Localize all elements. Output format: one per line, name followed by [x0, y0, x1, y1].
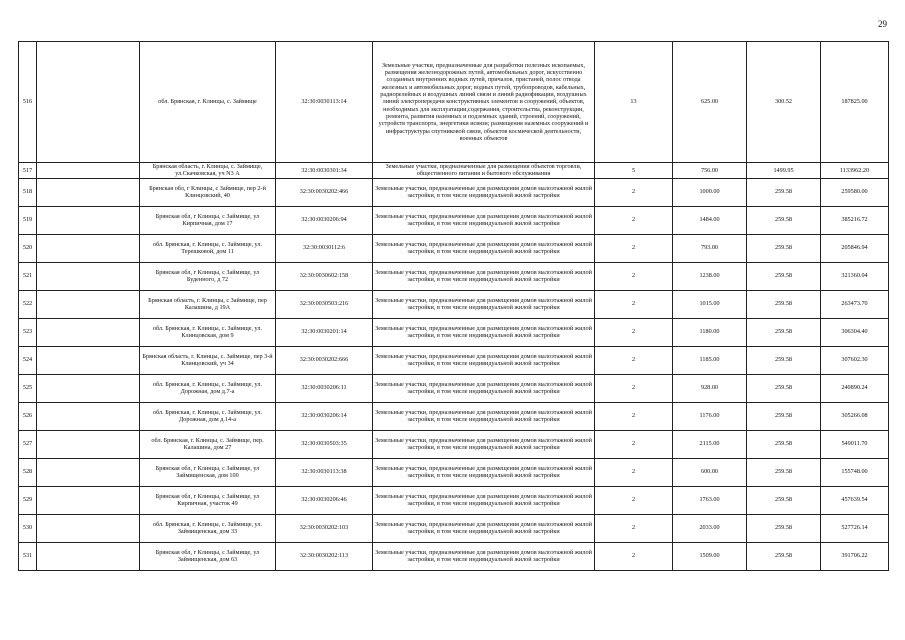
purpose-code-cell: 2 [595, 290, 673, 318]
row-number-cell: 528 [19, 458, 37, 486]
address-cell: Брянская обл, г Клинцы, с Займище, ул Буденного, д 72 [140, 262, 276, 290]
cadastral-value-cell: 205846.94 [821, 234, 889, 262]
cadastral-value-cell: 549011.70 [821, 430, 889, 458]
specific-value-cell: 259.58 [747, 402, 821, 430]
address-cell: обл. Брянская, г. Клинцы, с. Займище, пер. Калашина, дом 27 [140, 430, 276, 458]
land-use-purpose-cell: Земельные участки, предназначенные для разработки полезных ископаемых, размещения железнодорожных путей, автомобильных дорог, искусственно созданных внутренних водных путей, причалов, пристаней, полос отвода железных и автомобильных дорог, водных путей, трубопроводов, кабельных, радиорелейных и воздушных линий связи и линий радиофикации, воздушных линий электропередачи конструктивных элементов и сооружений, объектов, необходимых для эксплуатации,содержания, строительства, реконструкции, ремонта, развития наземных и подземных зданий, строений, сооружений, устройств транспорта, энергетики исвязи; размещения наземных сооружений и инфраструктуры спутниковой связи, объектов космической деятельности, военных объектов [373, 42, 595, 163]
specific-value-cell: 259.58 [747, 206, 821, 234]
empty-cell [37, 206, 140, 234]
table-row [19, 262, 889, 290]
table-row [19, 206, 889, 234]
cadastral-number-cell: 32:30:0030206:11 [276, 374, 373, 402]
cadastral-value-cell: 259580.00 [821, 178, 889, 206]
cadastral-value-cell: 263473.70 [821, 290, 889, 318]
address-cell: Брянская область, г. Клинцы, с. Займище, ул.Скачковская, уч N3 А [140, 163, 276, 179]
table-row [19, 486, 889, 514]
cadastral-number-cell: 32:30:0030206:14 [276, 402, 373, 430]
row-number-cell: 519 [19, 206, 37, 234]
address-cell: Брянская обл, г Клинцы, с Займище, ул Кирпичная, участок 49 [140, 486, 276, 514]
cadastral-value-cell: 307602.30 [821, 346, 889, 374]
table-row [19, 42, 889, 163]
table-row [19, 290, 889, 318]
row-number-cell: 525 [19, 374, 37, 402]
row-number-cell: 521 [19, 262, 37, 290]
land-use-purpose-cell: Земельные участки, предназначенные для размещения домов малоэтажной жилой застройки, в том числе индивидуальной жилой застройки [373, 430, 595, 458]
address-cell: обл. Брянская, г. Клинцы, с. Займище, ул. Терешковой, дом 11 [140, 234, 276, 262]
purpose-code-cell: 2 [595, 234, 673, 262]
area-cell: 1176.00 [673, 402, 747, 430]
area-cell: 1015.00 [673, 290, 747, 318]
empty-cell [37, 163, 140, 179]
address-cell: Брянская область, г. Клинцы, с. Займище, пер 3-й Клинцовский, уч 34 [140, 346, 276, 374]
purpose-code-cell: 2 [595, 206, 673, 234]
address-cell: Брянская обл, г Клинцы, с Займище, ул Займищенская, дом 100 [140, 458, 276, 486]
area-cell: 793.00 [673, 234, 747, 262]
cadastral-number-cell: 32:30:0030206:94 [276, 206, 373, 234]
land-use-purpose-cell: Земельные участки, предназначенные для размещения домов малоэтажной жилой застройки, в том числе индивидуальной жилой застройки [373, 346, 595, 374]
specific-value-cell: 259.58 [747, 374, 821, 402]
purpose-code-cell: 2 [595, 402, 673, 430]
row-number-cell: 524 [19, 346, 37, 374]
cadastral-value-cell: 527726.14 [821, 514, 889, 542]
land-use-purpose-cell: Земельные участки, предназначенные для размещения домов малоэтажной жилой застройки, в том числе индивидуальной жилой застройки [373, 486, 595, 514]
cadastral-number-cell: 32:30:0030202:113 [276, 542, 373, 570]
area-cell: 756.00 [673, 163, 747, 179]
specific-value-cell: 259.58 [747, 486, 821, 514]
land-use-purpose-cell: Земельные участки, предназначенные для размещения домов малоэтажной жилой застройки, в том числе индивидуальной жилой застройки [373, 542, 595, 570]
table-row [19, 458, 889, 486]
row-number-cell: 527 [19, 430, 37, 458]
land-use-purpose-cell: Земельные участки, предназначенные для размещения домов малоэтажной жилой застройки, в том числе индивидуальной жилой застройки [373, 318, 595, 346]
land-use-purpose-cell: Земельные участки, предназначенные для размещения домов малоэтажной жилой застройки, в том числе индивидуальной жилой застройки [373, 374, 595, 402]
cadastral-number-cell: 32:30:0030202:666 [276, 346, 373, 374]
row-number-cell: 520 [19, 234, 37, 262]
row-number-cell: 530 [19, 514, 37, 542]
cadastral-number-cell: 32:30:0030602:158 [276, 262, 373, 290]
land-use-purpose-cell: Земельные участки, предназначенные для размещения домов малоэтажной жилой застройки, в том числе индивидуальной жилой застройки [373, 206, 595, 234]
empty-cell [37, 430, 140, 458]
purpose-code-cell: 2 [595, 458, 673, 486]
address-cell: Брянская область, г. Клинцы, с Займище, пер Калашина, д 19А [140, 290, 276, 318]
address-cell: обл. Брянская, г. Клинцы, с. Займище [140, 42, 276, 163]
specific-value-cell: 259.58 [747, 542, 821, 570]
specific-value-cell: 259.58 [747, 346, 821, 374]
purpose-code-cell: 2 [595, 178, 673, 206]
purpose-code-cell: 2 [595, 430, 673, 458]
table-row [19, 374, 889, 402]
area-cell: 1763.00 [673, 486, 747, 514]
cadastral-number-cell: 32:30:0030202:466 [276, 178, 373, 206]
specific-value-cell: 1499.95 [747, 163, 821, 179]
cadastral-number-cell: 32:30:0030112:6 [276, 234, 373, 262]
empty-cell [37, 262, 140, 290]
table-row [19, 430, 889, 458]
land-use-purpose-cell: Земельные участки, предназначенные для размещения домов малоэтажной жилой застройки, в том числе индивидуальной жилой застройки [373, 178, 595, 206]
page-number: 29 [878, 19, 887, 29]
cadastral-number-cell: 32:30:0030301:34 [276, 163, 373, 179]
land-use-purpose-cell: Земельные участки, предназначенные для размещения объектов торговли, общественного питания и бытового обслуживания [373, 163, 595, 179]
table-body [19, 42, 889, 571]
area-cell: 2033.00 [673, 514, 747, 542]
empty-cell [37, 42, 140, 163]
area-cell: 928.00 [673, 374, 747, 402]
land-use-purpose-cell: Земельные участки, предназначенные для размещения домов малоэтажной жилой застройки, в том числе индивидуальной жилой застройки [373, 514, 595, 542]
address-cell: обл. Брянская, г. Клинцы, с. Займище, ул. Клинцовская, дом 9 [140, 318, 276, 346]
specific-value-cell: 259.58 [747, 262, 821, 290]
land-use-purpose-cell: Земельные участки, предназначенные для размещения домов малоэтажной жилой застройки, в том числе индивидуальной жилой застройки [373, 290, 595, 318]
purpose-code-cell: 2 [595, 514, 673, 542]
specific-value-cell: 259.58 [747, 234, 821, 262]
empty-cell [37, 178, 140, 206]
table-row [19, 234, 889, 262]
cadastral-number-cell: 32:30:0030206:46 [276, 486, 373, 514]
cadastral-value-cell: 155748.00 [821, 458, 889, 486]
area-cell: 1000.00 [673, 178, 747, 206]
empty-cell [37, 346, 140, 374]
cadastral-number-cell: 32:30:0030503:35 [276, 430, 373, 458]
table-row [19, 402, 889, 430]
specific-value-cell: 259.58 [747, 458, 821, 486]
purpose-code-cell: 2 [595, 318, 673, 346]
cadastral-value-cell: 321360.04 [821, 262, 889, 290]
specific-value-cell: 300.52 [747, 42, 821, 163]
area-cell: 1185.00 [673, 346, 747, 374]
row-number-cell: 517 [19, 163, 37, 179]
empty-cell [37, 290, 140, 318]
address-cell: Брянская обл, г Клинцы, с Займище, ул Кирпичная, дом 17 [140, 206, 276, 234]
cadastral-value-cell: 306304.40 [821, 318, 889, 346]
purpose-code-cell: 2 [595, 262, 673, 290]
table-row [19, 163, 889, 179]
purpose-code-cell: 2 [595, 346, 673, 374]
address-cell: обл. Брянская, г. Клинцы, с. Займище, ул. Займищенская, дом 33 [140, 514, 276, 542]
purpose-code-cell: 2 [595, 542, 673, 570]
row-number-cell: 523 [19, 318, 37, 346]
area-cell: 1238.00 [673, 262, 747, 290]
land-use-purpose-cell: Земельные участки, предназначенные для размещения домов малоэтажной жилой застройки, в том числе индивидуальной жилой застройки [373, 262, 595, 290]
specific-value-cell: 259.58 [747, 318, 821, 346]
row-number-cell: 531 [19, 542, 37, 570]
empty-cell [37, 514, 140, 542]
area-cell: 2115.00 [673, 430, 747, 458]
specific-value-cell: 259.58 [747, 514, 821, 542]
row-number-cell: 516 [19, 42, 37, 163]
area-cell: 1180.00 [673, 318, 747, 346]
area-cell: 1484.00 [673, 206, 747, 234]
address-cell: обл. Брянская, г. Клинцы, с. Займище, ул. Дорожная, дом д.7-а [140, 374, 276, 402]
cadastral-value-cell: 385216.72 [821, 206, 889, 234]
empty-cell [37, 458, 140, 486]
land-registry-table [18, 41, 889, 571]
table-row [19, 514, 889, 542]
specific-value-cell: 259.58 [747, 178, 821, 206]
empty-cell [37, 234, 140, 262]
address-cell: обл. Брянская, г. Клинцы, с. Займище, ул. Дорожная, дом д.14-а [140, 402, 276, 430]
purpose-code-cell: 2 [595, 486, 673, 514]
purpose-code-cell: 5 [595, 163, 673, 179]
row-number-cell: 529 [19, 486, 37, 514]
table-row [19, 178, 889, 206]
purpose-code-cell: 2 [595, 374, 673, 402]
specific-value-cell: 259.58 [747, 290, 821, 318]
cadastral-number-cell: 32:30:0030503:216 [276, 290, 373, 318]
cadastral-value-cell: 187825.00 [821, 42, 889, 163]
cadastral-number-cell: 32:30:0030202:103 [276, 514, 373, 542]
cadastral-value-cell: 305266.08 [821, 402, 889, 430]
address-cell: Брянская обл, г Клинцы, с Займище, пер 2-й Клинцовский, 40 [140, 178, 276, 206]
row-number-cell: 526 [19, 402, 37, 430]
empty-cell [37, 318, 140, 346]
land-use-purpose-cell: Земельные участки, предназначенные для размещения домов малоэтажной жилой застройки, в том числе индивидуальной жилой застройки [373, 234, 595, 262]
cadastral-value-cell: 1133962.20 [821, 163, 889, 179]
cadastral-value-cell: 457639.54 [821, 486, 889, 514]
land-use-purpose-cell: Земельные участки, предназначенные для размещения домов малоэтажной жилой застройки, в том числе индивидуальной жилой застройки [373, 458, 595, 486]
empty-cell [37, 402, 140, 430]
empty-cell [37, 486, 140, 514]
empty-cell [37, 542, 140, 570]
row-number-cell: 522 [19, 290, 37, 318]
purpose-code-cell: 13 [595, 42, 673, 163]
cadastral-number-cell: 32:30:0030201:14 [276, 318, 373, 346]
address-cell: Брянская обл, г Клинцы, с Займище, ул Займищенская, дом 63 [140, 542, 276, 570]
table-row [19, 542, 889, 570]
cadastral-number-cell: 32:30:0030113:38 [276, 458, 373, 486]
cadastral-value-cell: 391706.22 [821, 542, 889, 570]
table-row [19, 318, 889, 346]
empty-cell [37, 374, 140, 402]
table-row [19, 346, 889, 374]
cadastral-value-cell: 240890.24 [821, 374, 889, 402]
area-cell: 1509.00 [673, 542, 747, 570]
area-cell: 600.00 [673, 458, 747, 486]
row-number-cell: 518 [19, 178, 37, 206]
specific-value-cell: 259.58 [747, 430, 821, 458]
land-use-purpose-cell: Земельные участки, предназначенные для размещения домов малоэтажной жилой застройки, в том числе индивидуальной жилой застройки [373, 402, 595, 430]
cadastral-number-cell: 32:30:0030113:14 [276, 42, 373, 163]
area-cell: 625.00 [673, 42, 747, 163]
